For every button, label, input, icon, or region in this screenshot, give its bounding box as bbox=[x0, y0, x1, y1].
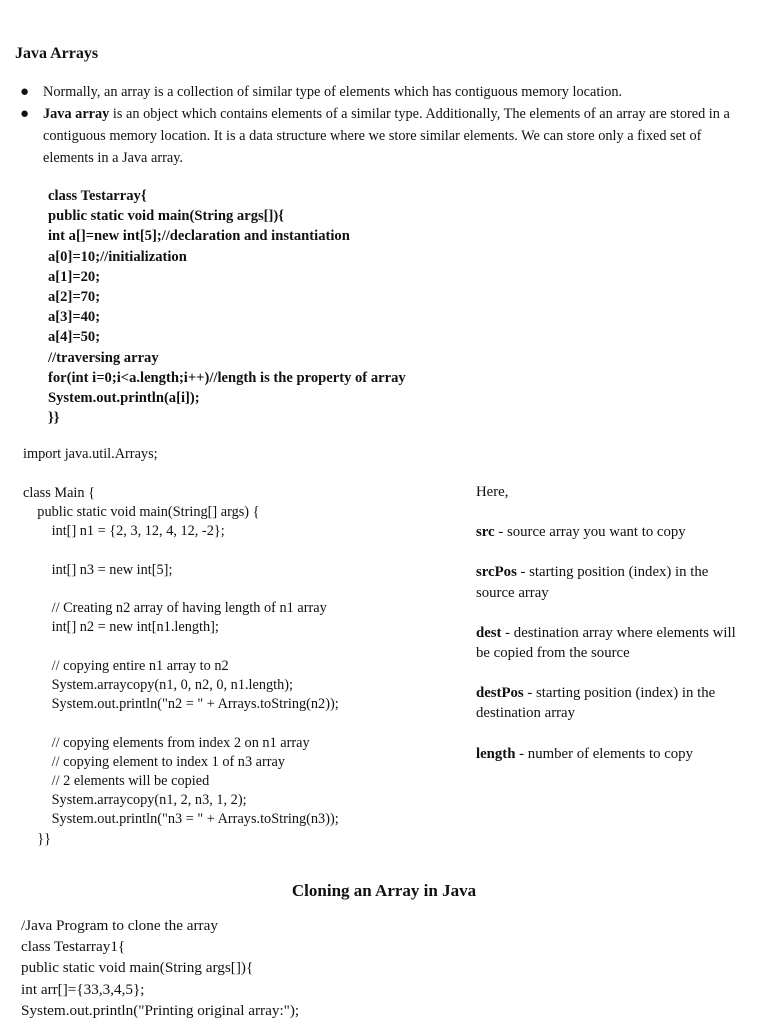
arraycopy-params-panel bbox=[476, 482, 744, 784]
code-line: for(int i=0;i<a.length;i++)//length is the property of array bbox=[48, 369, 406, 386]
code-line: // Creating n2 array of having length of n1 array bbox=[23, 600, 327, 617]
code-line: int[] n3 = new int[5]; bbox=[23, 561, 173, 578]
param-item: length - number of elements to copy bbox=[476, 745, 693, 762]
code-line: System.out.println(a[i]); bbox=[48, 390, 200, 407]
param-item: srcPos - starting position (index) in the source array bbox=[476, 564, 709, 601]
import-line: import java.util.Arrays; bbox=[23, 446, 158, 462]
code-line: //traversing array bbox=[48, 349, 159, 366]
code-line bbox=[23, 714, 339, 733]
code-line: /Java Program to clone the array bbox=[21, 917, 218, 934]
param-item: dest - destination array where elements will be copied from the source bbox=[476, 624, 736, 662]
code-line: public static void main(String args[]){ bbox=[21, 959, 254, 977]
param-item: src - source array you want to copy bbox=[476, 524, 686, 541]
bullet-text: Java array is an object which contains elements of a similar type. Additionally, The elements of an array are stored in a contiguous memory location. It is a data structure where we store similar elements. We can store only a fixed set of elements in a Java array. bbox=[43, 106, 730, 166]
code-line: System.out.println("Printing original array:"); bbox=[21, 1001, 300, 1019]
code-block-clone bbox=[21, 915, 299, 1021]
code-line: int arr[]={33,3,4,5}; bbox=[21, 980, 145, 998]
code-line bbox=[23, 580, 339, 599]
code-line: System.out.println("n3 = " + Arrays.toString(n3)); bbox=[23, 811, 339, 828]
code-line: int[] n2 = new int[n1.length]; bbox=[23, 619, 219, 636]
code-line bbox=[23, 638, 339, 657]
code-line: // copying element to index 1 of n3 array bbox=[23, 753, 286, 770]
code-block-arraycopy bbox=[23, 484, 339, 849]
code-line: class Testarray{ bbox=[48, 188, 147, 204]
code-line: System.out.println("n2 = " + Arrays.toString(n2)); bbox=[23, 696, 339, 713]
bullet-dot-icon: ● bbox=[20, 84, 30, 100]
code-line: }} bbox=[23, 830, 52, 847]
code-line: // 2 elements will be copied bbox=[23, 773, 210, 790]
code-line: public static void main(String[] args) { bbox=[23, 504, 260, 521]
code-line: a[3]=40; bbox=[48, 309, 101, 326]
code-line: int[] n1 = {2, 3, 12, 4, 12, -2}; bbox=[23, 523, 225, 540]
bullet-dot-icon: ● bbox=[20, 106, 30, 122]
code-line: a[4]=50; bbox=[48, 329, 101, 346]
code-line: a[2]=70; bbox=[48, 289, 101, 306]
section-heading-cloning: Cloning an Array in Java bbox=[291, 881, 477, 900]
code-line: public static void main(String args[]){ bbox=[48, 208, 285, 225]
bullet-text: Normally, an array is a collection of similar type of elements which has contiguous memory location. bbox=[43, 84, 623, 100]
code-line: a[0]=10;//initialization bbox=[48, 248, 187, 265]
page-title: Java Arrays bbox=[15, 45, 99, 62]
params-intro: Here, bbox=[476, 484, 509, 500]
code-line: System.arraycopy(n1, 0, n2, 0, n1.length); bbox=[23, 677, 294, 694]
code-line: }} bbox=[48, 410, 60, 427]
code-line bbox=[23, 542, 339, 561]
code-line: class Main { bbox=[23, 485, 95, 501]
code-line: System.arraycopy(n1, 2, n3, 1, 2); bbox=[23, 792, 247, 809]
param-item: destPos - starting position (index) in the destination array bbox=[476, 685, 716, 722]
code-line: a[1]=20; bbox=[48, 268, 101, 285]
code-line: int a[]=new int[5];//declaration and instantiation bbox=[48, 228, 350, 245]
code-line: class Testarray1{ bbox=[21, 938, 126, 956]
code-line: // copying elements from index 2 on n1 array bbox=[23, 734, 310, 751]
code-line: // copying entire n1 array to n2 bbox=[23, 657, 229, 674]
code-block-testarray bbox=[48, 186, 406, 428]
